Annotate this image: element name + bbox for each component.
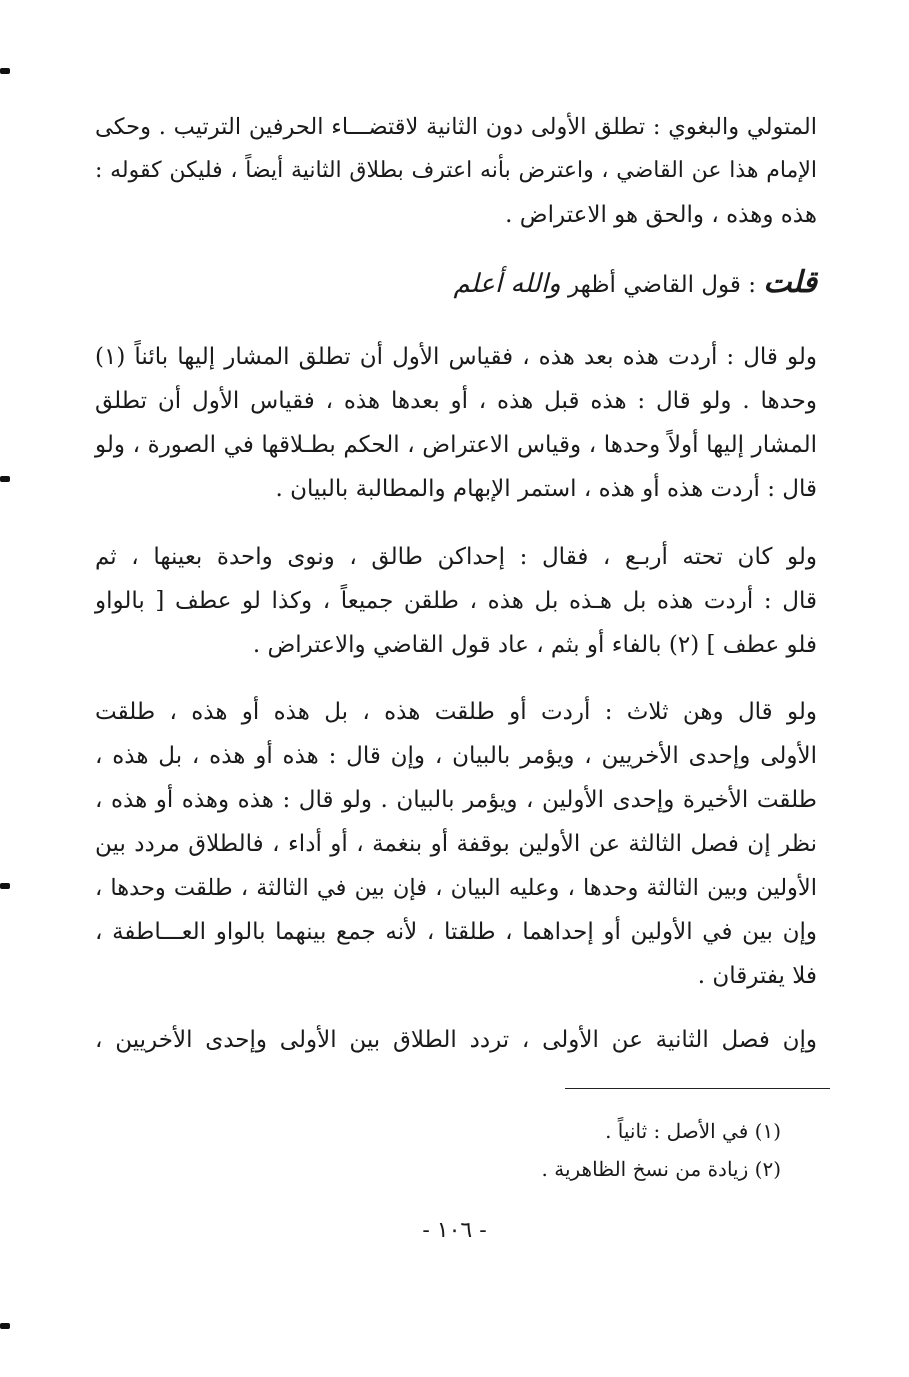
binding-mark	[0, 1323, 10, 1329]
footnote-item: (٢) زيادة من نسخ الظاهرية .	[541, 1157, 781, 1181]
text-line: الأولين وبين الثالثة وحدها ، وعليه البيان ، فإن بين في الثالثة ، طلقت وحدها ،	[95, 875, 817, 901]
text-line: ولو كان تحته أربـع ، فقال : إحداكن طالق ، ونوى واحدة بعينها ، ثم	[95, 544, 817, 570]
footnote-divider	[565, 1088, 830, 1089]
qult-heading: قلت	[763, 265, 817, 300]
footnotes	[542, 1112, 782, 1188]
qult-calligraphy: والله أعلم	[453, 269, 561, 299]
paragraph-4	[95, 690, 817, 998]
text-line: قال : أردت هذه أو هذه ، استمر الإبهام والمطالبة بالبيان .	[275, 476, 817, 502]
binding-mark	[0, 476, 10, 482]
text-line: وإن فصل الثانية عن الأولى ، تردد الطلاق بين الأولى وإحدى الأخريين ،	[95, 1027, 817, 1053]
text-line: الأولى وإحدى الأخريين ، ويؤمر بالبيان ، وإن قال : هذه أو هذه ، بل هذه ،	[95, 743, 817, 769]
text-line: وإن بين في الأولين أو إحداهما ، طلقتا ، لأنه جمع بينهما بالواو العـــاطفة ،	[95, 919, 817, 945]
qult-colon: :	[740, 272, 764, 298]
text-line: طلقت الأخيرة وإحدى الأولين ، ويؤمر بالبيان . ولو قال : هذه وهذه أو هذه ،	[95, 787, 817, 813]
paragraph-3	[95, 535, 817, 667]
paragraph-1	[95, 105, 817, 237]
binding-mark	[0, 883, 10, 889]
text-line: فلو عطف ] (٢) بالفاء أو بثم ، عاد قول القاضي والاعتراض .	[252, 632, 817, 658]
paragraph-2	[95, 335, 817, 511]
text-line: المتولي والبغوي : تطلق الأولى دون الثانية لاقتضـــاء الحرفين الترتيب . وحكى	[95, 114, 817, 140]
binding-mark	[0, 68, 10, 74]
text-line: المشار إليها أولاً وحدها ، وقياس الاعتراض ، الحكم بطـلاقها في الصورة ، ولو	[95, 432, 817, 458]
footnote-item: (١) في الأصل : ثانياً .	[605, 1119, 781, 1143]
qult-line	[95, 258, 817, 308]
qult-text: قول القاضي أظهر	[560, 272, 741, 298]
text-line: ولو قال وهن ثلاث : أردت أو طلقت هذه ، بل هذه أو هذه ، طلقت	[95, 699, 817, 725]
text-line: الإمام هذا عن القاضي ، واعترض بأنه اعترف بطلاق الثانية أيضاً ، فليكن كقوله :	[95, 158, 817, 183]
text-line: قال : أردت هذه بل هـذه بل هذه ، طلقن جميعاً ، وكذا لو عطف [ بالواو	[95, 588, 817, 614]
text-line: نظر إن فصل الثالثة عن الأولين بوقفة أو بنغمة ، أو أداء ، فالطلاق مردد بين	[95, 831, 817, 857]
paragraph-5	[95, 1018, 817, 1062]
text-line: هذه وهذه ، والحق هو الاعتراض .	[505, 202, 817, 228]
text-line: فلا يفترقان .	[697, 963, 817, 989]
text-line: وحدها . ولو قال : هذه قبل هذه ، أو بعدها هذه ، فقياس الأول أن تطلق	[95, 388, 817, 414]
text-line: ولو قال : أردت هذه بعد هذه ، فقياس الأول أن تطلق المشار إليها بائناً (١)	[95, 344, 817, 370]
page-number: - ١٠٦ -	[422, 1218, 487, 1243]
